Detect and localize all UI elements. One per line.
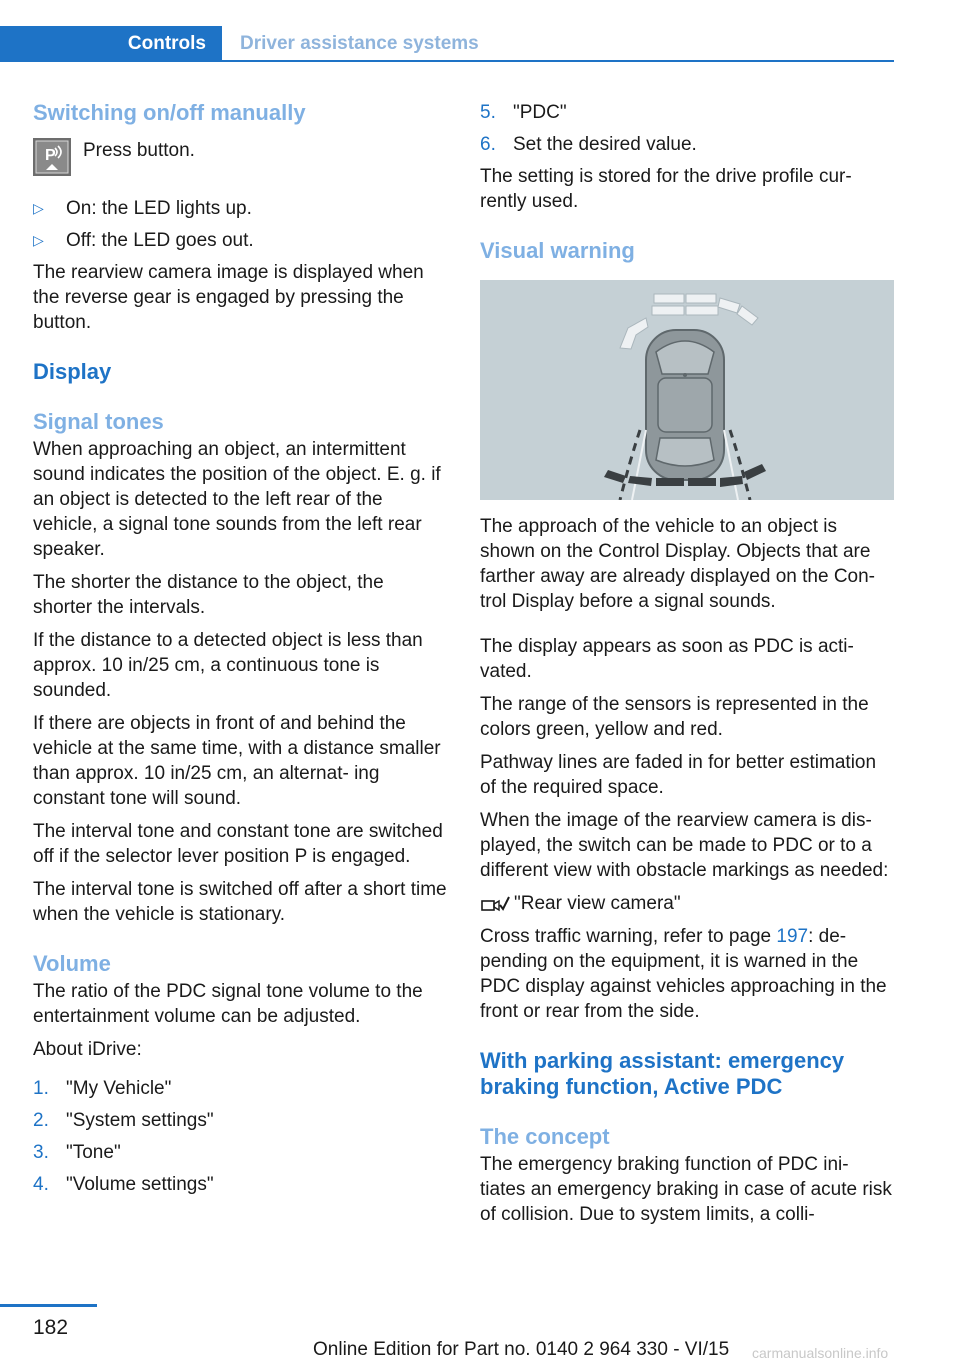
list-item (33, 1140, 447, 1165)
triangle-bullet-icon: ▷ (33, 232, 44, 248)
cross-traffic-paragraph (480, 924, 894, 1024)
heading-signal-tones: Signal tones (33, 409, 164, 434)
list-item (33, 228, 447, 253)
paragraph: The shorter the distance to the object, the shorter the intervals. (33, 572, 384, 618)
heading-parking-assistant: With parking assistant: emergency braking function, Active PDC (480, 1048, 845, 1099)
rearview-paragraph: The rearview camera image is displayed when the reverse gear is engaged by pressing the button. (33, 262, 424, 333)
heading-visual-warning: Visual warning (480, 238, 635, 263)
paragraph: The emergency braking function of PDC ini‐ tiates an emergency braking in case of acute risk of collision. Due to system limits, a colli‐ (480, 1154, 892, 1225)
press-button-text: Press button. (83, 140, 195, 161)
right-column (480, 100, 894, 1227)
heading-concept: The concept (480, 1124, 610, 1149)
list-item (33, 1172, 447, 1197)
step-number: 2. (33, 1110, 49, 1131)
paragraph: The interval tone is switched off after a short time when the vehicle is stationary. (33, 879, 447, 925)
heading-switching: Switching on/off manually (33, 100, 306, 125)
step-number: 5. (480, 102, 496, 123)
step-text: "Volume settings" (66, 1174, 214, 1195)
step-number: 3. (33, 1142, 49, 1163)
rear-view-camera-icon (480, 893, 514, 915)
cross-text-end: : de‐ pending on the equipment, it is warned in the PDC display against vehicles approaching in the front or rear from the side. (480, 926, 887, 1022)
press-button-row (33, 138, 447, 176)
paragraph: The ratio of the PDC signal tone volume to the entertainment volume can be adjusted. (33, 981, 423, 1027)
step-text: Set the desired value. (513, 134, 697, 155)
paragraph: If there are objects in front of and behind the vehicle at the same time, with a distance smaller than approx. 10 in/25 cm, an alternat‐ ing constant tone will sound. (33, 713, 441, 809)
edition-text: Online Edition for Part no. 0140 2 964 330 - VI/15 (313, 1339, 730, 1360)
header-section-title: Driver assistance systems (240, 33, 479, 54)
left-column (33, 100, 447, 1204)
paragraph: When the image of the rearview camera is dis‐ played, the switch can be made to PDC or to a different view with obstacle markings as needed: (480, 810, 889, 881)
step-text: "Tone" (66, 1142, 121, 1163)
step-number: 6. (480, 134, 496, 155)
step-number: 1. (33, 1078, 49, 1099)
paragraph: When approaching an object, an intermittent sound indicates the position of the object. E. g. if an object is detected to the left rear of the vehicle, a signal tone sounds from the left rear speaker. (33, 439, 441, 560)
bullet-text: On: the LED lights up. (66, 198, 252, 219)
paragraph: The range of the sensors is represented in the colors green, yellow and red. (480, 694, 869, 740)
paragraph: About iDrive: (33, 1039, 142, 1060)
header-tab-controls: Controls (0, 26, 222, 62)
paragraph: The setting is stored for the drive profile cur‐ rently used. (480, 166, 852, 212)
list-item (33, 1076, 447, 1101)
step-text: "System settings" (66, 1110, 214, 1131)
page-number: 182 (33, 1316, 69, 1339)
paragraph: If the distance to a detected object is less than approx. 10 in/25 cm, a continuous tone is sounded. (33, 630, 423, 701)
step-number: 4. (33, 1174, 49, 1195)
paragraph: Pathway lines are faded in for better estimation of the required space. (480, 752, 877, 798)
pdc-parking-icon (33, 138, 71, 176)
rear-view-camera-row (480, 891, 894, 916)
watermark: carmanualsonline.info (752, 1345, 889, 1361)
heading-volume: Volume (33, 951, 111, 976)
heading-display: Display (33, 359, 112, 384)
bullet-text: Off: the LED goes out. (66, 230, 254, 251)
list-item (480, 100, 894, 125)
svg-text:P: P (45, 147, 56, 164)
list-item (33, 196, 447, 221)
list-item (33, 1108, 447, 1133)
header-rule (222, 60, 894, 62)
page-header (0, 26, 894, 62)
paragraph: The approach of the vehicle to an object is shown on the Control Display. Objects that are farther away are already displayed on the Con‐ trol Display before a signal sounds. (480, 516, 876, 612)
cross-text-start: Cross traffic warning, refer to page (480, 926, 777, 947)
footer-rule (0, 1304, 97, 1307)
rear-view-camera-label: "Rear view camera" (514, 893, 681, 914)
page-reference-link[interactable]: 197 (776, 926, 809, 947)
list-item (480, 132, 894, 157)
pdc-display-illustration (480, 280, 894, 500)
step-text: "My Vehicle" (66, 1078, 172, 1099)
triangle-bullet-icon: ▷ (33, 200, 44, 216)
paragraph: The display appears as soon as PDC is acti‐ vated. (480, 636, 854, 682)
step-text: "PDC" (513, 102, 567, 123)
paragraph: The interval tone and constant tone are switched off if the selector lever position P is engaged. (33, 821, 443, 867)
